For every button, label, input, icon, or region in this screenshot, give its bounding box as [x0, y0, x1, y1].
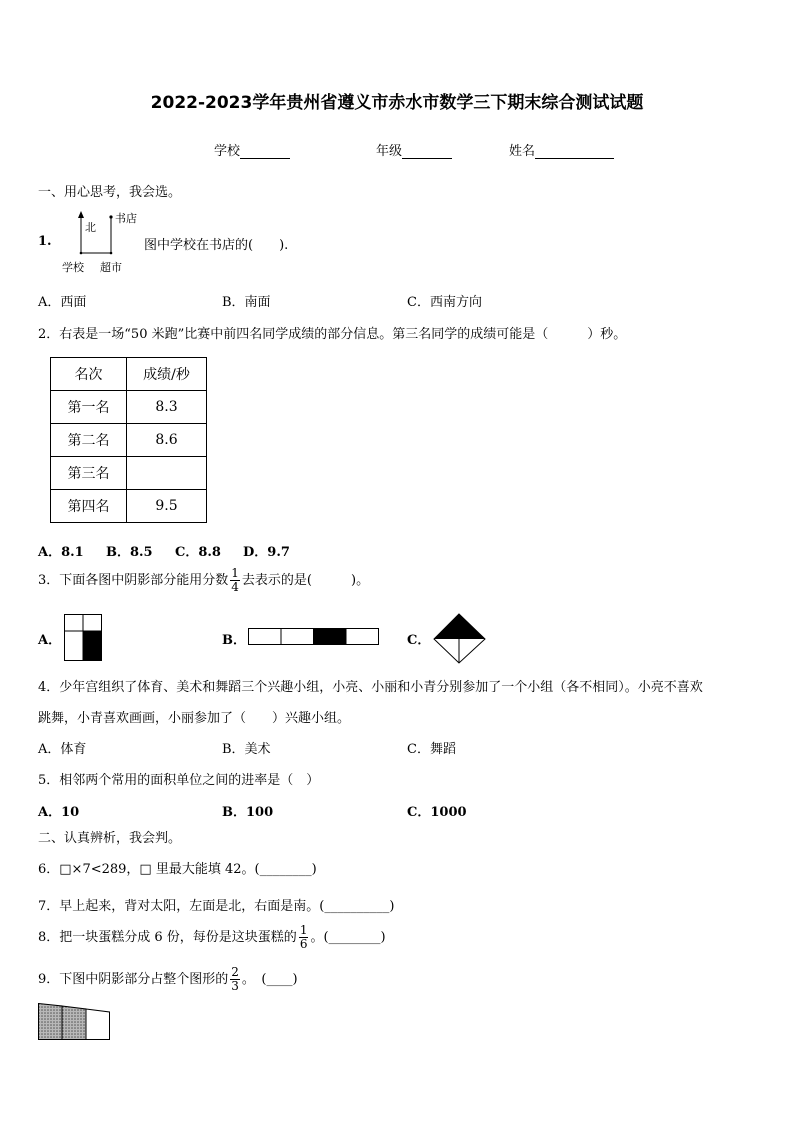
map-school-label: 学校: [62, 261, 84, 274]
q2-text: 2．右表是一场“50 米跑”比赛中前四名同学成绩的部分信息。第三名同学的成绩可能是（ ）秒。: [38, 327, 627, 342]
q3-figure-c: [433, 613, 487, 665]
q5-option-c[interactable]: C．1000: [407, 805, 467, 820]
table-cell: 9.5: [127, 490, 207, 523]
fraction-numerator: 1: [299, 923, 308, 937]
table-cell: 第三名: [51, 457, 127, 490]
fraction-numerator: 1: [231, 566, 239, 580]
q3-question: [38, 567, 369, 594]
q9-fraction: [230, 966, 240, 993]
table-cell: 第四名: [51, 490, 127, 523]
q4-option-c[interactable]: C．舞蹈: [407, 742, 456, 757]
q9-unshaded-part: [86, 1009, 110, 1040]
q4-line2: 跳舞，小青喜欢画画，小丽参加了（ ）兴趣小组。: [38, 711, 351, 726]
grade-blank[interactable]: [402, 144, 452, 159]
q5-option-b[interactable]: B．100: [222, 805, 274, 820]
q8-question: [38, 924, 386, 951]
table-header-cell: 名次: [51, 358, 127, 391]
q8-text-pre: 8．把一块蛋糕分成 6 份，每份是这块蛋糕的: [38, 930, 297, 945]
grade-field[interactable]: [376, 140, 452, 159]
score-table: [50, 357, 207, 523]
table-row: [51, 490, 207, 523]
q3-text-pre: 3．下面各图中阴影部分能用分数: [38, 573, 229, 588]
table-cell: 8.6: [127, 424, 207, 457]
q7-text: 7．早上起来，背对太阳，左面是北，右面是南。(__________): [38, 899, 395, 914]
fraction-numerator: 2: [231, 965, 239, 979]
q2-option-c[interactable]: C．8.8: [175, 545, 221, 560]
q3-option-b-label[interactable]: B．: [222, 633, 246, 648]
figure-b-shaded: [314, 629, 347, 645]
q3-option-a-label[interactable]: A．: [38, 633, 62, 648]
q8-fraction: [299, 924, 309, 951]
table-row: [51, 424, 207, 457]
figure-c-shaded: [434, 614, 485, 639]
q4-line1: 4．少年宫组织了体育、美术和舞蹈三个兴趣小组，小亮、小丽和小青分别参加了一个小组（各不相同）。小亮不喜欢: [38, 680, 703, 695]
q1-option-b[interactable]: B．南面: [222, 295, 271, 310]
map-supermarket-label: 超市: [100, 261, 122, 274]
q4-option-b[interactable]: B．美术: [222, 742, 271, 757]
name-field[interactable]: [509, 140, 614, 159]
q3-fraction: [230, 567, 240, 594]
q3-option-c-label[interactable]: C．: [407, 633, 431, 648]
figure-a-shaded: [83, 631, 102, 661]
map-bookstore-label: 书店: [115, 212, 137, 225]
q2-option-b[interactable]: B．8.5: [106, 545, 153, 560]
map-north-label: 北: [85, 221, 96, 234]
school-label: 学校: [214, 144, 241, 159]
q9-shaded-part-2: [62, 1006, 86, 1040]
name-blank[interactable]: [535, 144, 614, 159]
school-dot: [80, 252, 83, 255]
q1-number: 1.: [38, 234, 52, 249]
q9-text-pre: 9．下图中阴影部分占整个图形的: [38, 972, 229, 987]
table-cell: 第二名: [51, 424, 127, 457]
q9-question: [38, 966, 298, 993]
q1-text: 图中学校在书店的( ).: [144, 238, 289, 253]
section2-heading: 二、认真辨析，我会判。: [38, 831, 182, 846]
school-field[interactable]: [214, 140, 290, 159]
school-blank[interactable]: [240, 144, 290, 159]
q3-figure-b: [248, 628, 380, 646]
table-row: [51, 391, 207, 424]
q9-shaded-part-1: [39, 1004, 63, 1040]
q3-figure-a: [64, 614, 104, 662]
bookstore-dot: [109, 215, 112, 218]
table-row: [51, 457, 207, 490]
q1-option-c[interactable]: C．西南方向: [407, 295, 482, 310]
q2-option-d[interactable]: D．9.7: [243, 545, 290, 560]
table-cell: 第一名: [51, 391, 127, 424]
q5-text: 5．相邻两个常用的面积单位之间的进率是（ ）: [38, 773, 320, 788]
q1-option-a[interactable]: A．西面: [38, 295, 87, 310]
north-arrow-head: [78, 211, 84, 218]
q8-text-post: 。(________): [310, 930, 386, 945]
name-label: 姓名: [509, 144, 536, 159]
fraction-denominator: 3: [231, 979, 239, 993]
q2-option-a[interactable]: A．8.1: [38, 545, 84, 560]
q9-text-post: 。 (____): [241, 972, 298, 987]
fraction-denominator: 6: [299, 937, 308, 951]
q4-option-a[interactable]: A．体育: [38, 742, 87, 757]
page-title: 2022-2023学年贵州省遵义市赤水市数学三下期末综合测试试题: [150, 93, 644, 113]
table-header-cell: 成绩/秒: [127, 358, 207, 391]
q5-option-a[interactable]: A．10: [38, 805, 80, 820]
supermarket-dot: [110, 252, 113, 255]
section1-heading: 一、用心思考，我会选。: [38, 185, 182, 200]
table-cell: 8.3: [127, 391, 207, 424]
grade-label: 年级: [376, 144, 403, 159]
table-cell: [127, 457, 207, 490]
fraction-denominator: 4: [231, 580, 239, 594]
q9-figure: [38, 1003, 112, 1041]
table-header-row: [51, 358, 207, 391]
q6-text: 6．□×7<289，□ 里最大能填 42。(________): [38, 862, 317, 877]
q3-text-post: 去表示的是( )。: [241, 573, 370, 588]
